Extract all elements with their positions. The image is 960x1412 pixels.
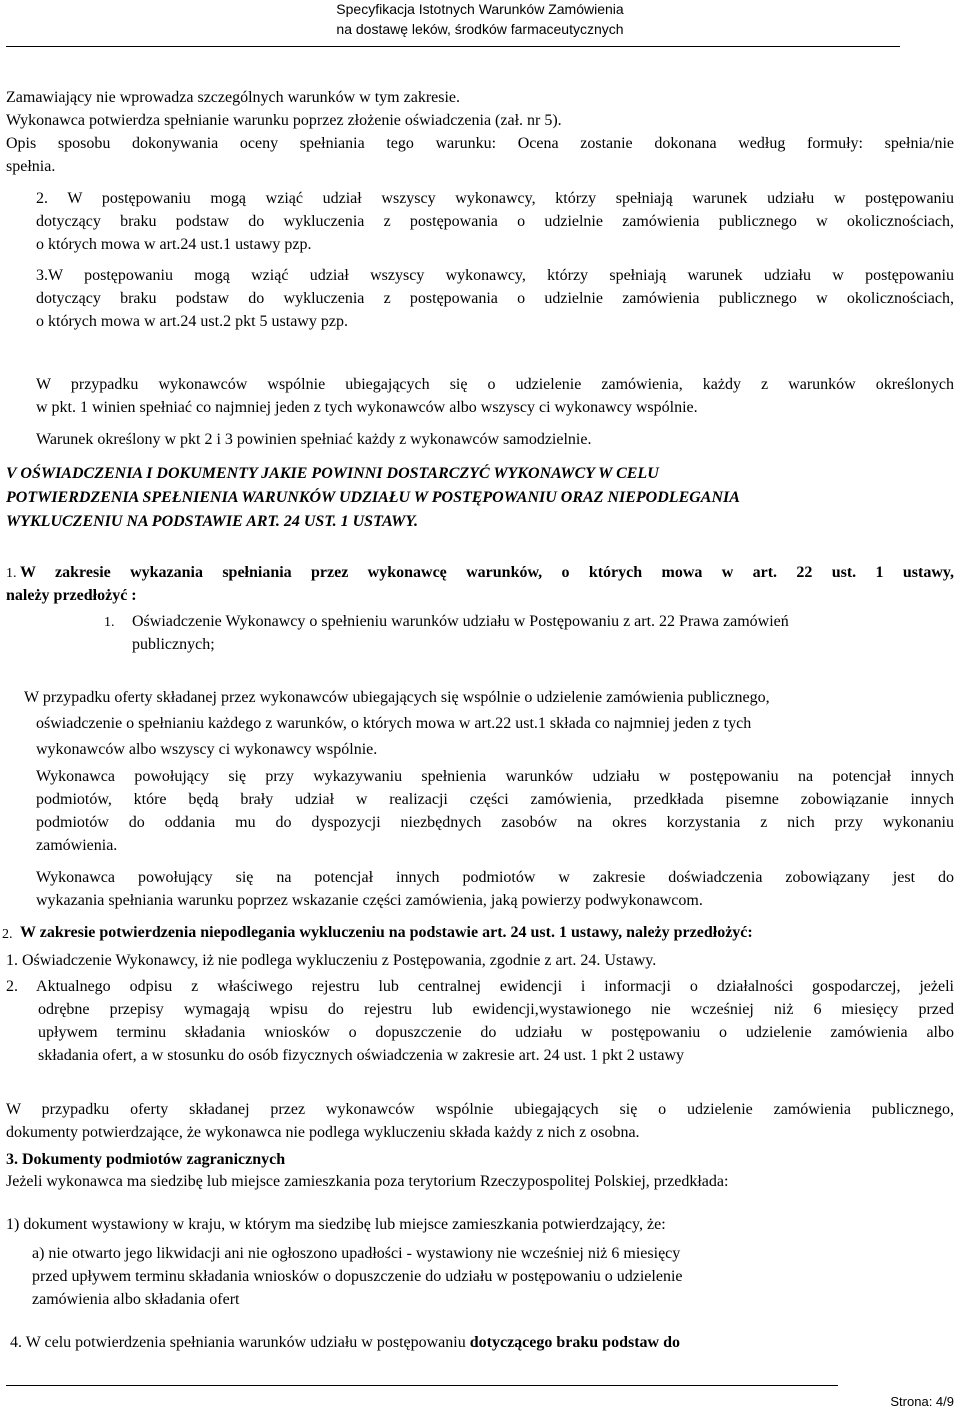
header-title: Specyfikacja Istotnych Warunków Zamówienia: [336, 1, 624, 17]
doc-1: [6, 1213, 954, 1236]
paragraph-line: dotyczący braku podstaw do wykluczenia z postępowania o udzielnie zamówienia publicznego w okolicznościach,: [36, 213, 954, 230]
item-2-2-first: [6, 975, 954, 998]
paragraph-line: o których mowa w art.24 ust.2 pkt 5 ustawy pzp.: [36, 313, 348, 330]
item-2-number: 2.: [2, 927, 13, 942]
paragraph-line: Wykonawca powołujący się na potencjał innych podmiotów w zakresie doświadczenia zobowiązany jest do: [36, 869, 954, 886]
item-4-bold-text: dotyczącego braku podstaw do: [469, 1334, 680, 1351]
paragraph-line: wykazania spełniania warunku poprzez wskazanie części zamówienia, jaką powierzy podwykonawcom.: [36, 892, 703, 909]
item-3-heading: [6, 1148, 954, 1171]
paragraph-line: odrębne przepisy wymagają wpisu do rejestru lub ewidencji,wystawionego nie wcześniej niż 6 miesięcy przed: [38, 1001, 954, 1018]
offer-joint-paragraph: [24, 685, 960, 711]
paragraph-line: oświadczenie o spełnianiu każdego z warunków, o których mowa w art.22 ust.1 składa co najmniej jeden z tych: [36, 715, 752, 732]
heading-line: W zakresie potwierdzenia niepodlegania wykluczeniu na podstawie art. 24 ust. 1 ustawy, należy przedłożyć:: [20, 924, 753, 941]
item-4: [10, 1331, 954, 1354]
potential-paragraph-1: [36, 765, 954, 857]
paragraph-line: Wykonawca powołujący się przy wykazywaniu spełnienia warunków udziału w postępowaniu na potencjał innych: [36, 768, 954, 785]
heading-line: V OŚWIADCZENIA I DOKUMENTY JAKIE POWINNI DOSTARCZYĆ WYKONAWCY W CELU: [6, 465, 659, 482]
paragraph-line: podmiotów do oddania mu do dyspozycji niezbędnych zasobów na okres korzystania z nich przy wykonaniu: [36, 814, 954, 831]
paragraph-line: Jeżeli wykonawca ma siedzibę lub miejsce zamieszkania poza terytorium Rzeczypospolitej Polskiej, przedkłada:: [6, 1173, 729, 1190]
heading-line: POTWIERDZENIA SPEŁNIENIA WARUNKÓW UDZIAŁU W POSTĘPOWANIU ORAZ NIEPODLEGANIA: [6, 489, 740, 506]
paragraph-line: 2. W postępowaniu mogą wziąć udział wszyscy wykonawcy, którzy spełniają warunek udziału w postępowaniu: [36, 190, 954, 207]
paragraph-line: o których mowa w art.24 ust.1 ustawy pzp.: [36, 236, 312, 253]
paragraph-line: a) nie otwarto jego likwidacji ani nie ogłoszono upadłości - wystawiony nie wcześniej niż 6 miesięcy: [32, 1245, 681, 1262]
item-2-1: [6, 949, 954, 972]
paragraph-line: wykonawców albo wszyscy ci wykonawcy wspólnie.: [36, 741, 378, 758]
intro-line: Opis sposobu dokonywania oceny spełniania tego warunku: Ocena zostanie dokonana według formuły: spełnia/nie: [6, 135, 954, 152]
intro-line: Wykonawca potwierdza spełnianie warunku poprzez złożenie oświadczenia (zał. nr 5).: [6, 112, 562, 129]
page-number: Strona: 4/9: [890, 1394, 954, 1409]
heading-line: W zakresie wykazania spełniania przez wykonawcę warunków, o których mowa w art. 22 ust. 1 ustawy,: [20, 564, 954, 581]
paragraph-line: przed upływem terminu składania wniosków o dopuszczenie do udziału w postępowaniu o udzielenie: [32, 1268, 683, 1285]
paragraph-line: 1. Oświadczenie Wykonawcy, iż nie podlega wykluczeniu z Postępowania, zgodnie z art. 24. Ustawy.: [6, 952, 657, 969]
intro-paragraph: [6, 86, 954, 178]
header-divider: [6, 46, 900, 47]
item-3-text: [6, 1170, 954, 1193]
item-2-2-rest: [38, 998, 954, 1067]
item-1-sub-number: 1.: [104, 615, 115, 630]
intro-line: spełnia.: [6, 158, 56, 175]
item-2-heading: [20, 921, 960, 944]
condition-point-3: [36, 264, 954, 333]
paragraph-line: publicznych;: [132, 636, 215, 653]
offer-joint-paragraph-cont: [36, 711, 954, 763]
item-1-sub-text: [132, 610, 960, 656]
offer-docs-paragraph: [6, 1098, 954, 1144]
paragraph-line: dokumenty potwierdzające, że wykonawca nie podlega wykluczeniu składa każdy z nich z osobna.: [6, 1124, 640, 1141]
item-1-number: 1.: [6, 566, 17, 581]
paragraph-line: [10, 1331, 954, 1354]
heading-line: należy przedłożyć :: [6, 587, 137, 604]
item-1-heading-cont: [6, 584, 954, 607]
item-1-heading: [20, 561, 954, 584]
header-subtitle: na dostawę leków, środków farmaceutycznych: [336, 21, 624, 37]
paragraph-line: Oświadczenie Wykonawcy o spełnieniu warunków udziału w Postępowaniu z art. 22 Prawa zamówień: [132, 613, 789, 630]
paragraph-line: w pkt. 1 winien spełniać co najmniej jeden z tych wykonawców albo wszyscy ci wykonawcy wspólnie.: [36, 399, 698, 416]
paragraph-line: składania ofert, a w stosunku do osób fizycznych oświadczenia w zakresie art. 24 ust. 1 pkt 2 ustawy: [38, 1047, 685, 1064]
paragraph-line: W przypadku oferty składanej przez wykonawców ubiegających się wspólnie o udzielenie zamówienia publicznego,: [24, 689, 770, 706]
paragraph-line: dotyczący braku podstaw do wykluczenia z postępowania o udzielnie zamówienia publicznego w okolicznościach,: [36, 290, 954, 307]
paragraph-line: W przypadku oferty składanej przez wykonawców wspólnie ubiegających się o udzielenie zamówienia publicznego,: [6, 1101, 954, 1118]
footer-divider: [6, 1385, 838, 1386]
paragraph-line: podmiotów, które będą brały udział w realizacji części zamówienia, przedkłada pisemne zobowiązanie innych: [36, 791, 954, 808]
item-4-text: 4. W celu potwierdzenia spełniania warunków udziału w postępowaniu: [10, 1334, 470, 1351]
doc-1a: [32, 1242, 954, 1311]
paragraph-line: zamówienia albo składania ofert: [32, 1291, 240, 1308]
potential-paragraph-2: [36, 866, 954, 912]
paragraph-line: 2. Aktualnego odpisu z właściwego rejestru lub centralnej ewidencji i informacji o działalności gospodarczej, jeżeli: [6, 978, 954, 995]
paragraph-line: 3.W postępowaniu mogą wziąć udział wszyscy wykonawcy, którzy spełniają warunek udziału w postępowaniu: [36, 267, 954, 284]
paragraph-line: W przypadku wykonawców wspólnie ubiegających się o udzielenie zamówienia, każdy z warunków określonych: [36, 376, 954, 393]
heading-line: 3. Dokumenty podmiotów zagranicznych: [6, 1151, 286, 1168]
heading-line: WYKLUCZENIU NA PODSTAWIE ART. 24 UST. 1 USTAWY.: [6, 513, 418, 530]
paragraph-line: Warunek określony w pkt 2 i 3 powinien spełniać każdy z wykonawców samodzielnie.: [36, 431, 592, 448]
condition-note: [36, 428, 954, 451]
paragraph-line: 1) dokument wystawiony w kraju, w którym ma siedzibę lub miejsce zamieszkania potwierdzający, że:: [6, 1216, 666, 1233]
joint-bidders-paragraph: [36, 373, 954, 419]
intro-line: Zamawiający nie wprowadza szczególnych warunków w tym zakresie.: [6, 89, 461, 106]
paragraph-line: zamówienia.: [36, 837, 118, 854]
condition-point-2: [36, 187, 954, 256]
paragraph-line: upływem terminu składania wniosków o dopuszczenie do udziału w postępowaniu o udzielenie zamówienia albo: [38, 1024, 954, 1041]
section-v-heading: [6, 462, 954, 534]
